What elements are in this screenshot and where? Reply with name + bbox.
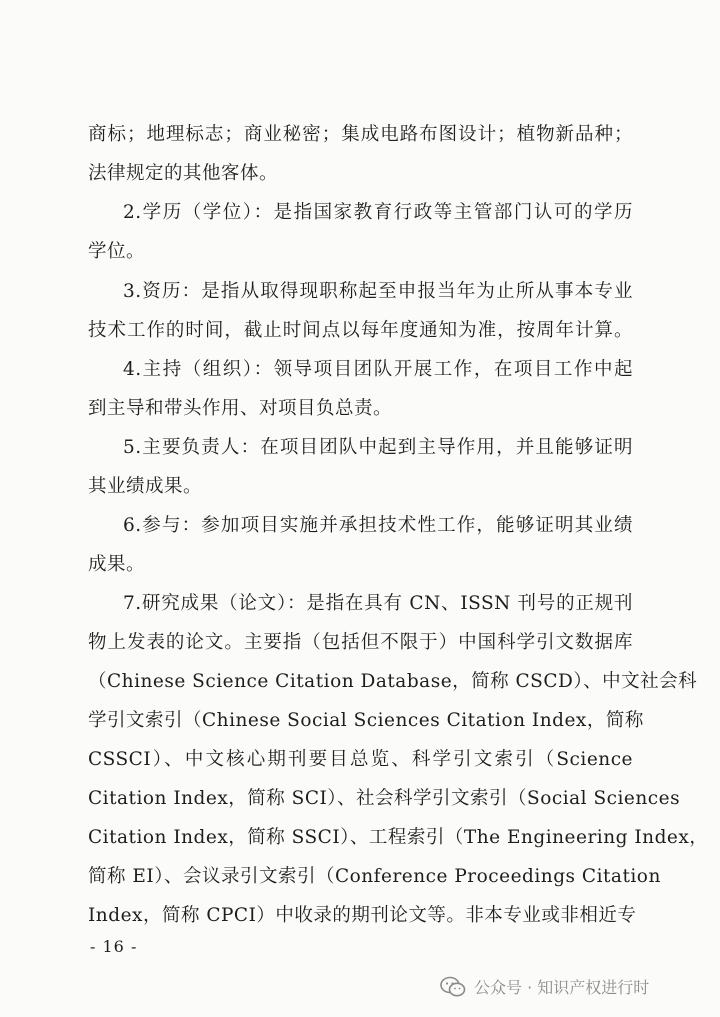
text-line: 技术工作的时间，截止时间点以每年度通知为准，按周年计算。: [88, 320, 633, 341]
paragraph-start: 7.研究成果（论文）：是指在具有 CN、ISSN 刊号的正规刊: [123, 593, 633, 614]
text-line: Citation Index，简称 SSCI）、工程索引（The Engineering Index，: [88, 827, 709, 848]
watermark: [440, 975, 649, 998]
text-line: 物上发表的论文。主要指（包括但不限于）中国科学引文数据库: [88, 632, 633, 653]
text-line: 简称 EI）、会议录引文索引（Conference Proceedings Citation: [88, 866, 661, 887]
paragraph-start: 2.学历（学位）：是指国家教育行政等主管部门认可的学历: [123, 202, 633, 223]
wechat-icon: [440, 976, 466, 998]
text-line: （Chinese Science Citation Database，简称 CSCD）、中文社会科: [88, 671, 698, 692]
text-line: 成果。: [88, 554, 146, 575]
paragraph-start: 4.主持（组织）：领导项目团队开展工作，在项目工作中起: [123, 359, 633, 380]
text-line: Index，简称 CPCI）中收录的期刊论文等。非本专业或非相近专: [88, 905, 637, 926]
page-number: - 16 -: [90, 937, 138, 956]
text-line: 学引文索引（Chinese Social Sciences Citation Index，简称: [88, 710, 644, 731]
text-line: 到主导和带头作用、对项目负总责。: [88, 398, 393, 419]
text-line: 法律规定的其他客体。: [88, 163, 279, 184]
text-line: 其业绩成果。: [88, 476, 203, 497]
text-line: CSSCI）、中文核心期刊要目总览、科学引文索引（Science: [88, 749, 633, 770]
paragraph-start: 5.主要负责人：在项目团队中起到主导作用，并且能够证明: [123, 437, 633, 458]
paragraph-start: 6.参与：参加项目实施并承担技术性工作，能够证明其业绩: [123, 515, 633, 536]
text-line: 学位。: [88, 241, 146, 262]
text-line: 商标；地理标志；商业秘密；集成电路布图设计；植物新品种；: [88, 124, 633, 145]
text-line: Citation Index，简称 SCI）、社会科学引文索引（Social Sciences: [88, 788, 681, 809]
watermark-text: 公众号 · 知识产权进行时: [474, 978, 650, 997]
paragraph-start: 3.资历：是指从取得现职称起至申报当年为止所从事本专业: [123, 281, 633, 302]
